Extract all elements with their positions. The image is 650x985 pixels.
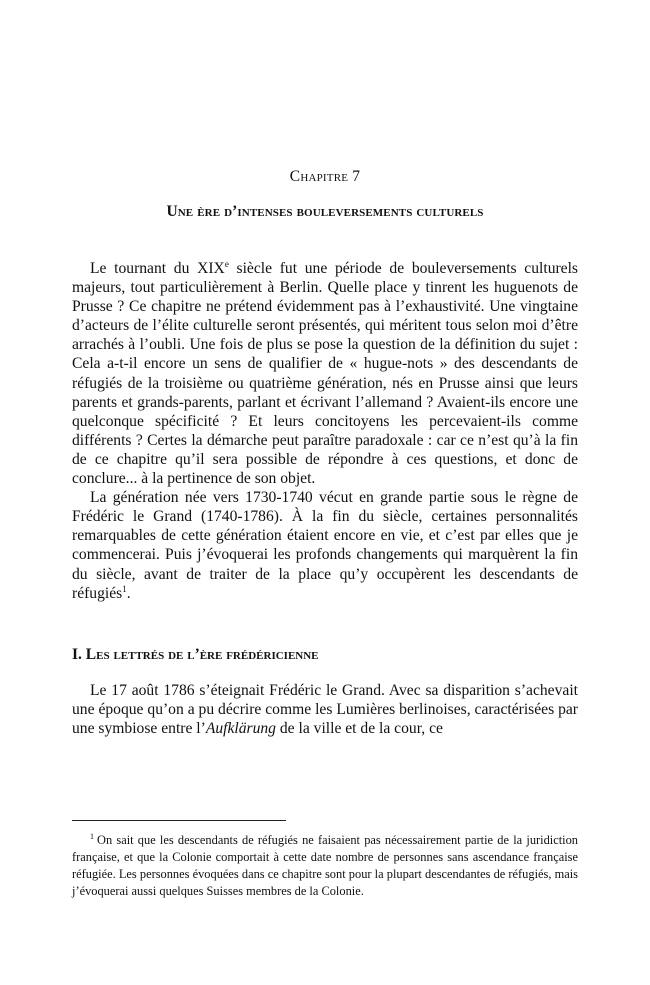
intro-p1-start: Le tournant du XIX	[90, 260, 225, 277]
footnote-divider	[72, 820, 286, 821]
section-text	[72, 681, 578, 738]
intro-p2-end: .	[126, 584, 131, 602]
intro-paragraph-2	[72, 488, 578, 603]
intro-p1-rest: siècle fut une période de bouleversements culturels majeurs, tout particulièrement à Berlin. Quelle place y tinrent les huguenots de Prusse ? Ce chapitre ne prétend évidemment pas à l’exhaustivité. Une vingtaine d’acteurs de l’élite culturelle seront présentés, qui méritent tous selon moi d’être arrachés à l’oubli. Une fois de plus se pose la question de la définition du sujet : Cela a-t-il encore un sens de qualifier de « hugue-nots » des descendants de réfugiés de la troisième ou quatrième génération, nés en Prusse ainsi que leurs parents et grands-parents, parlant et écrivant l’allemand ? Avaient-ils encore une quelconque spécificité ? Et leurs concitoyens les percevaient-ils comme différents ? Certes la démarche peut paraître paradoxale : car ce n’est qu’à la fin de ce chapitre qu’il sera possible de répondre à ces questions, et donc de conclure... à la pertinence de son objet.	[72, 260, 579, 488]
century-superscript: e	[224, 258, 229, 269]
chapter-title: Une ère d’intenses bouleversements culturels	[166, 203, 484, 220]
footnote	[72, 832, 578, 900]
footnote-text: On sait que les descendants de réfugiés ne faisaient pas nécessairement partie de la juridiction française, et que la Colonie comportait à cette date nombre de personnes sans ascendance française réfugiée. Les personnes évoquées dans ce chapitre sont pour la plupart descendantes de réfugiés, mais j’évoquerai aussi quelques Suisses membres de la Colonie.	[72, 833, 578, 898]
footnote-marker: 1	[90, 831, 94, 841]
book-page	[72, 0, 578, 985]
intro-text	[72, 259, 578, 603]
section-heading: I. Les lettrés de l’ère frédéricienne	[72, 646, 319, 663]
italic-term: Aufklärung	[205, 720, 276, 738]
section-paragraph	[72, 681, 578, 738]
intro-p2-text: La génération née vers 1730-1740 vécut en grande partie sous le règne de Frédéric le Grand (1740-1786). À la fin du siècle, certaines personnalités remarquables de cette génération étaient encore en vie, et c’est par elles que je commencerai. Puis j’évoquerai les profonds changements qui marquèrent la fin du siècle, avant de traiter de la place qu’y occupèrent les descendants de réfugiés	[72, 489, 578, 602]
section-p-end: de la ville et de la cour, ce	[275, 720, 443, 738]
section-p-start: Le 17 août 1786 s’éteignait Frédéric le Grand. Avec sa disparition s’achevait une époque qu’on a pu décrire comme les Lumières berlinoises, caractérisées par une symbiose entre l’	[72, 682, 578, 738]
chapter-label: Chapitre 7	[289, 168, 361, 185]
intro-paragraph-1	[72, 259, 578, 488]
footnote-reference[interactable]: 1	[122, 583, 127, 594]
